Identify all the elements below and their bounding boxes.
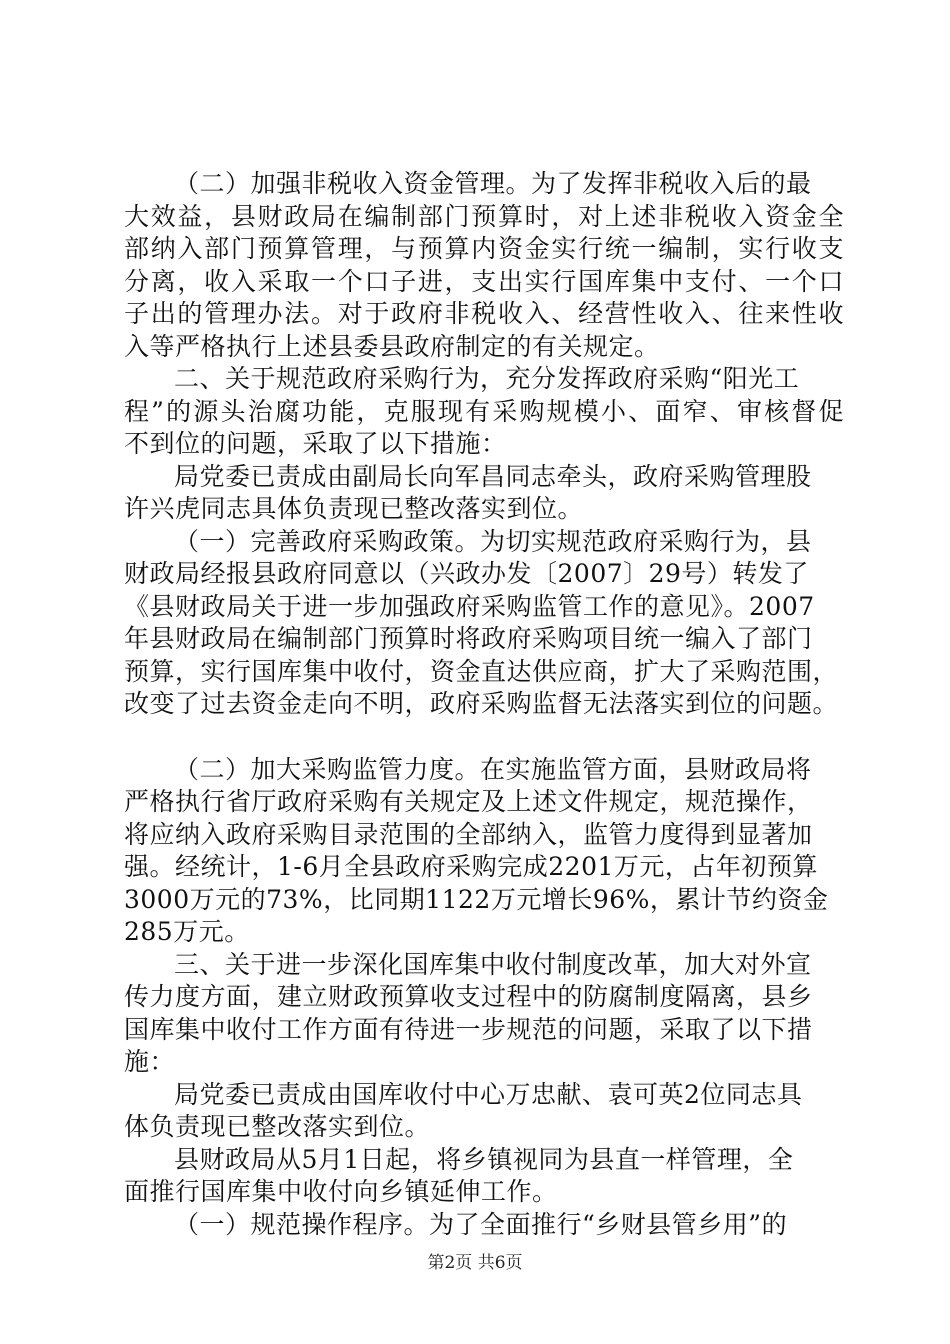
text-line: 局党委已责成由副局长向军昌同志牵头，政府采购管理股: [174, 461, 812, 491]
text-line: 国库集中收付工作方面有待进一步规范的问题，采取了以下措: [124, 1014, 813, 1044]
page-number-footer: 第2页 共6页: [427, 1253, 523, 1273]
text-line: 子出的管理办法。对于政府非税收入、经营性收入、往来性收: [124, 299, 844, 328]
text-line: 不到位的问题，采取了以下措施：: [124, 429, 507, 458]
text-line: 将应纳入政府采购目录范围的全部纳入，监管力度得到显著加: [124, 819, 813, 849]
text-line: 局党委已责成由国库收付中心万忠献、袁可英2位同志具: [174, 1079, 803, 1109]
text-line: 县财政局从5月1日起，将乡镇视同为县直一样管理，全: [174, 1144, 794, 1174]
text-line: 大效益，县财政局在编制部门预算时，对上述非税收入资金全: [124, 201, 844, 231]
text-line: 三、关于进一步深化国库集中收付制度改革，加大对外宣: [174, 949, 812, 979]
text-line: 财政局经报县政府同意以（兴政办发〔2007〕29号）转发了: [124, 559, 809, 588]
body-text: [124, 168, 844, 1241]
text-line: （一）完善政府采购政策。为切实规范政府采购行为，县: [174, 526, 812, 556]
text-line: 程”的源头治腐功能，克服现有采购规模小、面窄、审核督促: [124, 396, 844, 426]
text-line: （一）规范操作程序。为了全面推行“乡财县管乡用”的: [174, 1209, 788, 1239]
text-line: 分离，收入采取一个口子进，支出实行国库集中支付、一个口: [124, 266, 844, 296]
text-line: 年县财政局在编制部门预算时将政府采购项目统一编入了部门: [124, 624, 813, 653]
text-line: 改变了过去资金走向不明，政府采购监督无法落实到位的问题。: [124, 689, 839, 718]
text-line: （二）加大采购监管力度。在实施监管方面，县财政局将: [174, 754, 812, 784]
text-line: 传力度方面，建立财政预算收支过程中的防腐制度隔离，县乡: [124, 982, 813, 1011]
text-line: 体负责现已整改落实到位。: [124, 1112, 431, 1141]
text-line: （二）加强非税收入资金管理。为了发挥非税收入后的最: [174, 169, 812, 198]
text-line: 预算，实行国库集中收付，资金直达供应商，扩大了采购范围，: [124, 656, 839, 686]
text-line: 强。经统计，1-6月全县政府采购完成2201万元，占年初预算: [124, 852, 818, 881]
text-line: 285万元。: [124, 917, 250, 946]
text-line: 施：: [124, 1047, 176, 1076]
text-line: 入等严格执行上述县委县政府制定的有关规定。: [124, 331, 660, 361]
text-line: 严格执行省厅政府采购有关规定及上述文件规定，规范操作，: [124, 787, 813, 816]
text-line: 面推行国库集中收付向乡镇延伸工作。: [124, 1177, 558, 1206]
text-line: 二、关于规范政府采购行为，充分发挥政府采购“阳光工: [174, 364, 800, 393]
blank-line: [124, 721, 844, 754]
text-line: 许兴虎同志具体负责现已整改落实到位。: [124, 494, 584, 523]
text-line: 部纳入部门预算管理，与预算内资金实行统一编制，实行收支: [124, 234, 844, 263]
text-line: 3000万元的73%，比同期1122万元增长96%，累计节约资金: [124, 884, 829, 914]
text-line: 《县财政局关于进一步加强政府采购监管工作的意见》。2007: [124, 591, 815, 621]
